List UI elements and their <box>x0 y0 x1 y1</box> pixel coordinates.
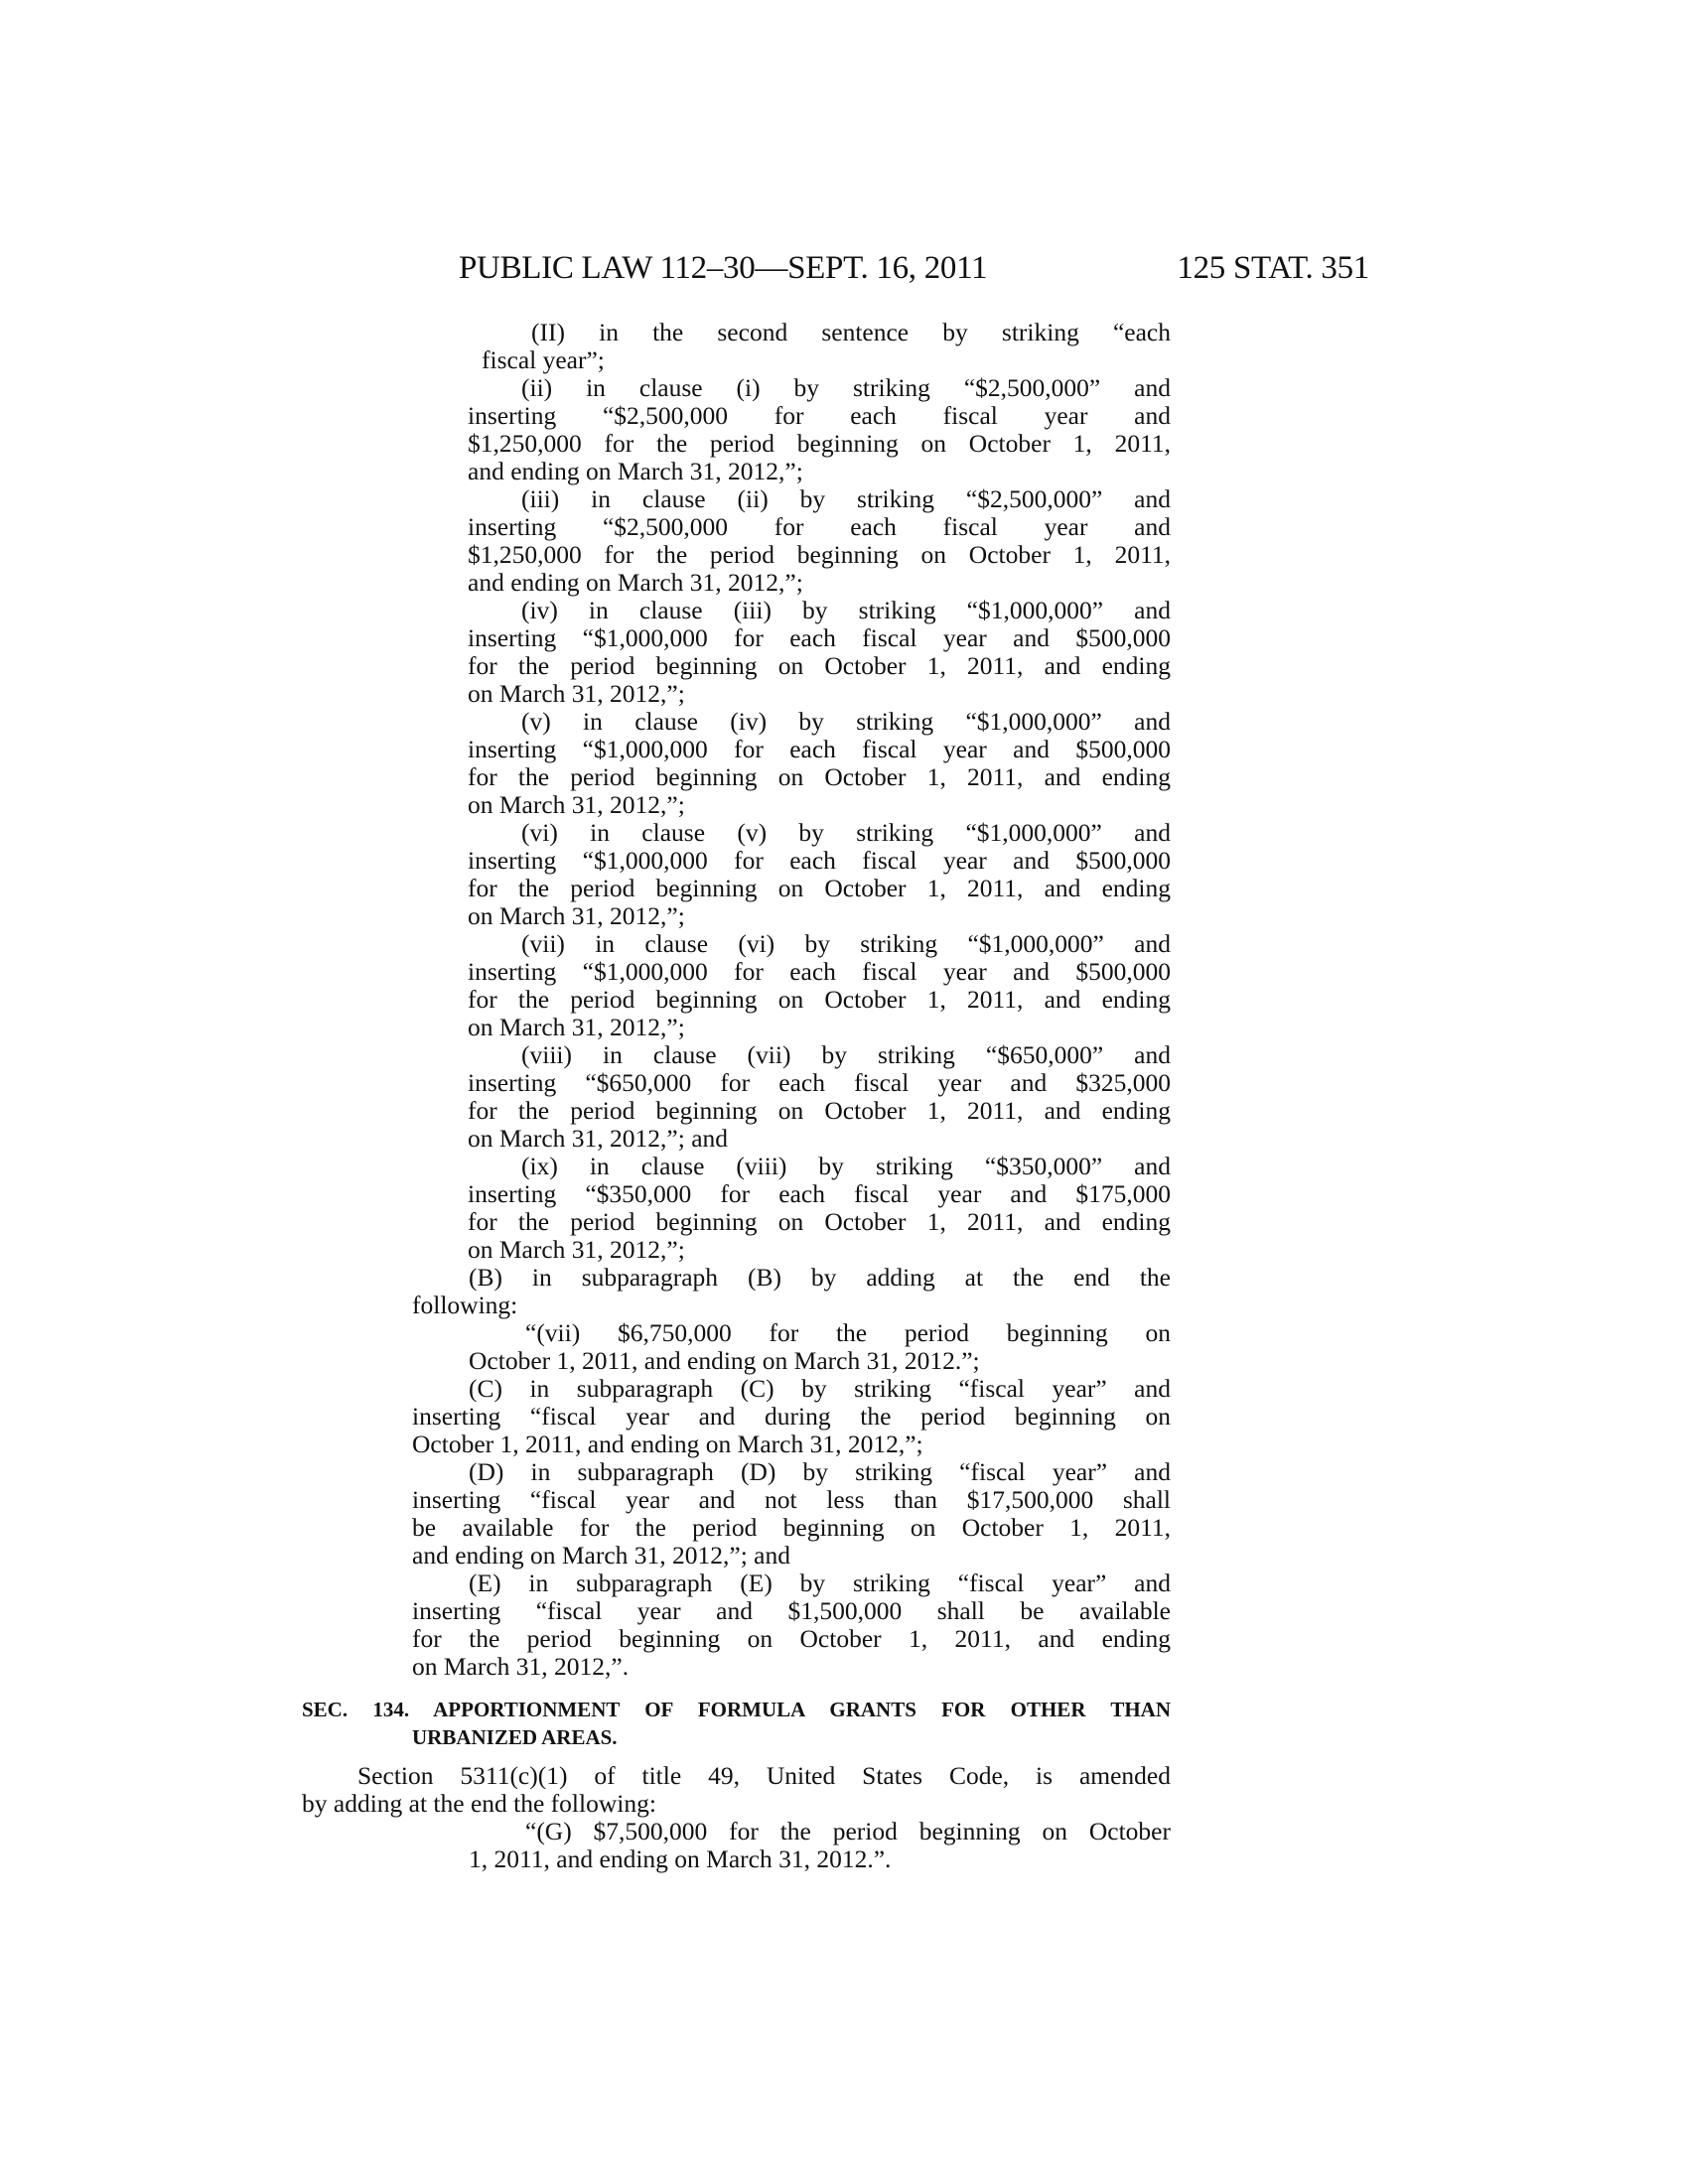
text-line: following: <box>412 1291 518 1319</box>
text-line: inserting “$1,000,000 for each fiscal year and $500,000 <box>468 846 1171 875</box>
text-line: for the period beginning on October 1, 2011, and ending <box>412 1624 1171 1653</box>
text-line: inserting “fiscal year and not less than $17,500,000 shall <box>412 1485 1171 1514</box>
text-line: be available for the period beginning on October 1, 2011, <box>412 1513 1171 1542</box>
text-line: $1,250,000 for the period beginning on October 1, 2011, <box>468 540 1171 569</box>
text-line: (ii) in clause (i) by striking “$2,500,000” and <box>521 373 1171 402</box>
text-line: and ending on March 31, 2012,”; and <box>412 1541 790 1570</box>
text-line: (vi) in clause (v) by striking “$1,000,000” and <box>521 818 1171 847</box>
amendment-paragraph <box>0 485 1688 597</box>
text-line: on March 31, 2012,”. <box>412 1652 630 1681</box>
document-body <box>0 319 1688 1873</box>
text-line: “(vii) $6,750,000 for the period beginning on <box>525 1318 1171 1347</box>
running-header-title: PUBLIC LAW 112–30—SEPT. 16, 2011 <box>459 250 988 286</box>
text-line: on March 31, 2012,”; <box>468 1235 685 1264</box>
text-line: for the period beginning on October 1, 2011, and ending <box>468 985 1171 1014</box>
text-line: inserting “$350,000 for each fiscal year and $175,000 <box>468 1179 1171 1208</box>
amendment-paragraph <box>0 1818 1688 1873</box>
text-line: by adding at the end the following: <box>302 1789 656 1818</box>
text-line: inserting “fiscal year and $1,500,000 shall be available <box>412 1596 1171 1625</box>
text-line: fiscal year”; <box>482 345 605 374</box>
text-line: (iv) in clause (iii) by striking “$1,000,000” and <box>521 596 1171 624</box>
amendment-paragraph <box>0 597 1688 708</box>
section-heading <box>0 1696 1688 1751</box>
amendment-paragraph <box>0 319 1688 374</box>
text-line: for the period beginning on October 1, 2011, and ending <box>468 651 1171 680</box>
text-line: on March 31, 2012,”; <box>468 901 685 930</box>
amendment-paragraph <box>0 819 1688 930</box>
amendment-paragraph <box>0 1041 1688 1153</box>
text-line: (B) in subparagraph (B) by adding at the end the <box>469 1263 1171 1292</box>
amendment-paragraph <box>0 930 1688 1041</box>
text-line: inserting “$1,000,000 for each fiscal year and $500,000 <box>468 735 1171 763</box>
text-line: for the period beginning on October 1, 2011, and ending <box>468 762 1171 791</box>
text-line: SEC. 134. APPORTIONMENT OF FORMULA GRANTS FOR OTHER THAN <box>302 1698 1171 1721</box>
text-line: and ending on March 31, 2012,”; <box>468 457 803 485</box>
amendment-paragraph <box>0 1458 1688 1570</box>
text-line: (II) in the second sentence by striking “each <box>531 318 1171 346</box>
text-line: on March 31, 2012,”; and <box>468 1124 729 1153</box>
text-line: on March 31, 2012,”; <box>468 790 685 819</box>
text-line: inserting “$1,000,000 for each fiscal year and $500,000 <box>468 623 1171 652</box>
text-line: (vii) in clause (vi) by striking “$1,000,000” and <box>521 929 1171 958</box>
text-line: inserting “$2,500,000 for each fiscal year and <box>468 512 1171 541</box>
section-text <box>0 1762 1688 1818</box>
text-line: (E) in subparagraph (E) by striking “fiscal year” and <box>469 1569 1171 1597</box>
text-line: (v) in clause (iv) by striking “$1,000,000” and <box>521 707 1171 736</box>
text-line: inserting “$650,000 for each fiscal year and $325,000 <box>468 1068 1171 1097</box>
text-line: $1,250,000 for the period beginning on October 1, 2011, <box>468 429 1171 458</box>
text-line: Section 5311(c)(1) of title 49, United States Code, is amended <box>357 1761 1171 1790</box>
amendment-paragraph <box>0 1319 1688 1375</box>
text-line: inserting “$2,500,000 for each fiscal year and <box>468 401 1171 430</box>
text-line: inserting “$1,000,000 for each fiscal year and $500,000 <box>468 957 1171 986</box>
text-line: (ix) in clause (viii) by striking “$350,000” and <box>521 1152 1171 1180</box>
running-header-page-number: 125 STAT. 351 <box>1177 250 1369 286</box>
text-line: “(G) $7,500,000 for the period beginning on October <box>525 1817 1171 1845</box>
amendment-paragraph <box>0 1570 1688 1681</box>
text-line: URBANIZED AREAS. <box>412 1725 618 1749</box>
amendment-paragraph <box>0 1375 1688 1458</box>
text-line: (iii) in clause (ii) by striking “$2,500,000” and <box>521 484 1171 513</box>
text-line: on March 31, 2012,”; <box>468 679 685 708</box>
text-line: October 1, 2011, and ending on March 31, 2012,”; <box>412 1430 923 1458</box>
amendment-paragraph <box>0 1264 1688 1319</box>
spacer <box>0 1681 1688 1696</box>
text-line: October 1, 2011, and ending on March 31, 2012.”; <box>469 1346 980 1375</box>
text-line: for the period beginning on October 1, 2011, and ending <box>468 1207 1171 1236</box>
text-line: for the period beginning on October 1, 2011, and ending <box>468 874 1171 902</box>
text-line: on March 31, 2012,”; <box>468 1013 685 1041</box>
amendment-paragraph <box>0 708 1688 819</box>
text-line: (C) in subparagraph (C) by striking “fiscal year” and <box>469 1374 1171 1403</box>
text-line: 1, 2011, and ending on March 31, 2012.”. <box>469 1844 892 1873</box>
text-line: (D) in subparagraph (D) by striking “fiscal year” and <box>469 1457 1171 1486</box>
text-line: (viii) in clause (vii) by striking “$650,000” and <box>521 1040 1171 1069</box>
text-line: inserting “fiscal year and during the period beginning on <box>412 1402 1171 1431</box>
text-line: and ending on March 31, 2012,”; <box>468 568 803 597</box>
amendment-paragraph <box>0 1153 1688 1264</box>
amendment-paragraph <box>0 374 1688 485</box>
text-line: for the period beginning on October 1, 2011, and ending <box>468 1096 1171 1125</box>
